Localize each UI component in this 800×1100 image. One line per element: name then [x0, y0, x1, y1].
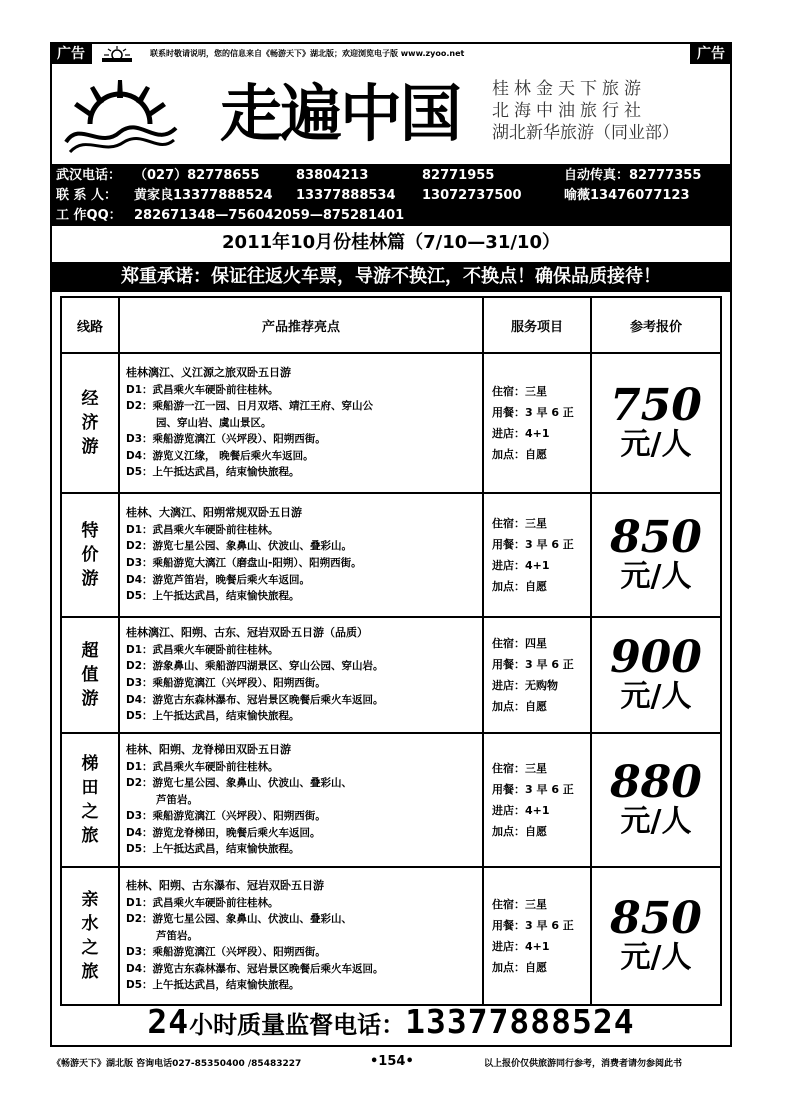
price-unit: 元/人: [620, 940, 692, 975]
contact-person: 黄家良13377888524: [134, 188, 273, 203]
brand-title: 走遍中国: [220, 77, 461, 150]
product-title: 桂林、阳朔、古东瀑布、冠岩双卧五日游: [126, 878, 324, 892]
service-item: 住宿：三星: [492, 385, 547, 398]
service-item: 加点：自愿: [492, 700, 547, 713]
quality-hotline: [52, 1002, 730, 1045]
tour-table: [60, 296, 722, 1006]
itinerary-day: D5：上午抵达武昌，结束愉快旅程。: [126, 979, 300, 992]
service-item: 加点：自愿: [492, 961, 547, 974]
agency-name: 北海中油旅行社: [492, 101, 646, 121]
service-cell: [483, 733, 591, 867]
table-header-row: [61, 297, 721, 353]
agency-list: [492, 78, 728, 144]
line-cell: [61, 353, 119, 493]
price-unit: 元/人: [620, 559, 692, 594]
product-cell: [119, 353, 483, 493]
price-unit: 元/人: [620, 679, 692, 714]
service-item: 加点：自愿: [492, 825, 547, 838]
price-cell: [591, 493, 721, 617]
contact-person: 喻薇13476077123: [564, 188, 690, 203]
service-cell: [483, 353, 591, 493]
itinerary-day: D1：武昌乘火车硬卧前往桂林。: [126, 523, 279, 536]
person-label: 联 系 人：: [56, 188, 118, 203]
itinerary-day: D5：上午抵达武昌，结束愉快旅程。: [126, 843, 300, 856]
hotline-number: 13377888524: [405, 1002, 635, 1041]
top-notice: [92, 44, 692, 64]
service-cell: [483, 617, 591, 733]
table-row: [61, 733, 721, 867]
table-row: [61, 353, 721, 493]
fax-number: 自动传真：82777355: [564, 168, 702, 183]
product-cell: [119, 617, 483, 733]
top-notice-text: 联系时敬请说明，您的信息来自《畅游天下》湖北版；欢迎浏览电子版 www.zyoo.net: [150, 49, 465, 58]
itinerary-day: 园、穿山岩、虞山景区。: [156, 416, 272, 429]
product-title: 桂林漓江、义江源之旅双卧五日游: [126, 365, 291, 379]
agency-name: 桂林金天下旅游: [492, 79, 646, 99]
footer-publication: 《畅游天下》湖北版 咨询电话027-85350400 /85483227: [52, 1059, 302, 1069]
service-item: 住宿：三星: [492, 762, 547, 775]
price-value: 750: [610, 380, 702, 431]
brand-header: [52, 64, 730, 162]
line-name: 超值游: [81, 641, 99, 709]
itinerary-day: D4：游览芦笛岩，晚餐后乘火车返回。: [126, 573, 311, 586]
column-header: 参考报价: [591, 297, 721, 353]
price-unit: 元/人: [620, 427, 692, 462]
phone-number: （027）82778655: [134, 168, 260, 183]
product-title: 桂林、阳朔、龙脊梯田双卧五日游: [126, 742, 291, 756]
itinerary-day: D3：乘船游览漓江（兴坪段）、阳朔西街。: [126, 946, 326, 959]
ad-tag-right: 广告: [690, 44, 732, 64]
itinerary-day: 芦笛岩。: [156, 793, 198, 806]
service-item: 进店：4+1: [492, 559, 550, 572]
footer-disclaimer: 以上报价仅供旅游同行参考，消费者请勿参阅此书: [484, 1059, 683, 1069]
ad-tag-left: 广告: [50, 44, 92, 64]
line-cell: [61, 867, 119, 1005]
contact-person: 13377888534: [296, 188, 396, 203]
itinerary-day: D1：武昌乘火车硬卧前往桂林。: [126, 643, 279, 656]
itinerary-day: D5：上午抵达武昌，结束愉快旅程。: [126, 710, 300, 723]
service-item: 用餐：3 早 6 正: [492, 658, 574, 671]
price-value: 850: [610, 512, 702, 563]
service-item: 进店：4+1: [492, 427, 550, 440]
service-item: 加点：自愿: [492, 448, 547, 461]
phone-label: 武汉电话：: [56, 168, 122, 183]
line-cell: [61, 733, 119, 867]
line-name: 特价游: [81, 521, 99, 589]
price-cell: [591, 617, 721, 733]
line-name: 梯田之旅: [81, 754, 99, 846]
contact-person: 13072737500: [422, 188, 522, 203]
service-item: 住宿：三星: [492, 898, 547, 911]
line-cell: [61, 493, 119, 617]
phone-number: 82771955: [422, 168, 495, 183]
line-cell: [61, 617, 119, 733]
column-header: 线路: [61, 297, 119, 353]
line-name: 亲水之旅: [81, 890, 99, 982]
page-footer: [52, 1054, 742, 1070]
price-cell: [591, 733, 721, 867]
column-header: 产品推荐亮点: [119, 297, 483, 353]
service-item: 进店：4+1: [492, 940, 550, 953]
price-value: 880: [610, 757, 702, 808]
service-item: 住宿：四星: [492, 637, 547, 650]
itinerary-day: D2：游览七星公园、象鼻山、伏波山、叠彩山、: [126, 913, 353, 926]
service-item: 用餐：3 早 6 正: [492, 919, 574, 932]
qq-numbers: 282671348—756042059—875281401: [134, 208, 405, 223]
itinerary-day: D4：游览古东森林瀑布、冠岩景区晚餐后乘火车返回。: [126, 962, 384, 975]
service-cell: [483, 493, 591, 617]
page-number: •154•: [370, 1054, 414, 1069]
promise-banner: 郑重承诺：保证往返火车票，导游不换江，不换点！确保品质接待！: [52, 262, 730, 292]
hotline-hours: 24: [147, 1002, 190, 1041]
sun-logo-icon: [60, 72, 180, 156]
itinerary-day: D3：乘船游览大漓江（磨盘山-阳朔）、阳朔西街。: [126, 557, 362, 569]
contact-bar: [52, 164, 730, 226]
service-cell: [483, 867, 591, 1005]
itinerary-day: D3：乘船游览漓江（兴坪段）、阳朔西街。: [126, 810, 326, 823]
itinerary-day: D1：武昌乘火车硬卧前往桂林。: [126, 896, 279, 909]
product-cell: [119, 493, 483, 617]
itinerary-day: D3：乘船游览漓江（兴坪段）、阳朔西街。: [126, 677, 326, 689]
service-item: 进店：无购物: [492, 679, 558, 692]
product-cell: [119, 733, 483, 867]
itinerary-day: D4：游览古东森林瀑布、冠岩景区晚餐后乘火车返回。: [126, 693, 384, 706]
service-item: 进店：4+1: [492, 804, 550, 817]
price-cell: [591, 353, 721, 493]
month-title: 2011年10月份桂林篇（7/10—31/10）: [222, 232, 560, 253]
itinerary-day: 芦笛岩。: [156, 929, 198, 942]
phone-number: 83804213: [296, 168, 369, 183]
itinerary-day: D5：上午抵达武昌，结束愉快旅程。: [126, 590, 300, 603]
itinerary-day: D1：武昌乘火车硬卧前往桂林。: [126, 760, 279, 773]
agency-name: 湖北新华旅游（同业部）: [492, 123, 679, 143]
itinerary-day: D3：乘船游览漓江（兴坪段）、阳朔西街。: [126, 433, 326, 446]
itinerary-day: D1：武昌乘火车硬卧前往桂林。: [126, 383, 279, 396]
table-row: [61, 867, 721, 1005]
service-item: 用餐：3 早 6 正: [492, 783, 574, 796]
service-item: 加点：自愿: [492, 580, 547, 593]
table-row: [61, 617, 721, 733]
price-cell: [591, 867, 721, 1005]
itinerary-day: D4：游览龙脊梯田，晚餐后乘火车返回。: [126, 826, 321, 839]
product-title: 桂林漓江、阳朔、古东、冠岩双卧五日游（品质）: [126, 626, 368, 640]
hotline-label: 小时质量监督电话：: [189, 1011, 406, 1039]
table-row: [61, 493, 721, 617]
service-item: 用餐：3 早 6 正: [492, 406, 574, 419]
itinerary-day: D2：乘船游一江一园、日月双塔、靖江王府、穿山公: [126, 400, 374, 413]
price-unit: 元/人: [620, 804, 692, 839]
price-value: 850: [610, 893, 702, 944]
service-item: 用餐：3 早 6 正: [492, 538, 574, 551]
price-value: 900: [610, 632, 702, 683]
product-title: 桂林、大漓江、阳朔常规双卧五日游: [126, 506, 302, 520]
product-cell: [119, 867, 483, 1005]
service-item: 住宿：三星: [492, 517, 547, 530]
qq-label: 工 作QQ：: [56, 208, 122, 223]
line-name: 经济游: [81, 389, 99, 457]
itinerary-day: D4：游览义江缘， 晚餐后乘火车返回。: [126, 449, 314, 462]
itinerary-day: D5：上午抵达武昌，结束愉快旅程。: [126, 466, 300, 479]
column-header: 服务项目: [483, 297, 591, 353]
itinerary-day: D2：游象鼻山、乘船游四湖景区、穿山公园、穿山岩。: [126, 660, 384, 673]
itinerary-day: D2：游览七星公园、象鼻山、伏波山、叠彩山。: [126, 540, 353, 553]
itinerary-day: D2：游览七星公园、象鼻山、伏波山、叠彩山、: [126, 777, 353, 790]
